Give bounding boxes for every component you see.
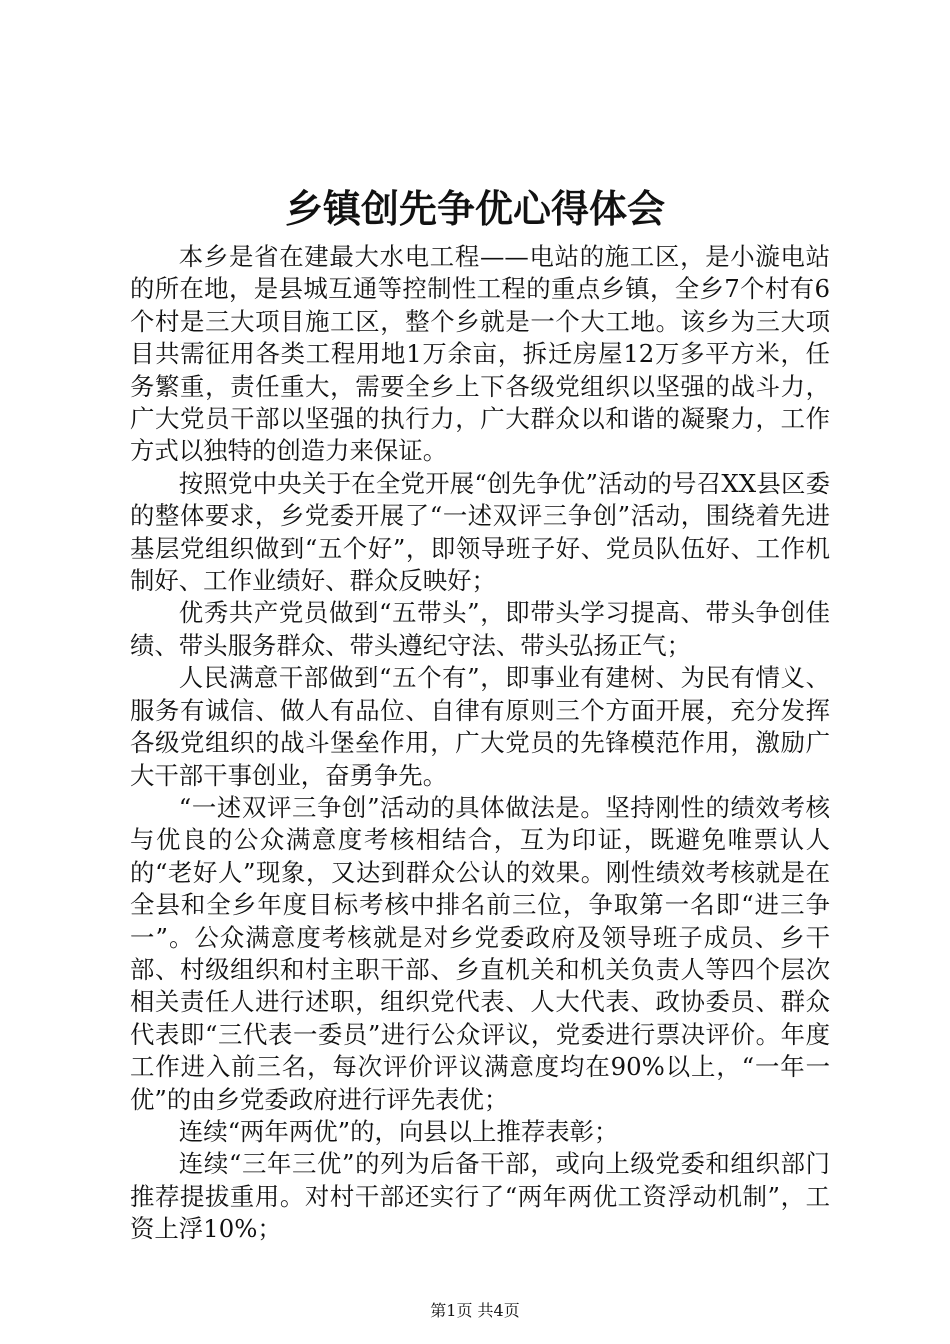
paragraph: 优秀共产党员做到“五带头”，即带头学习提高、带头争创佳绩、带头服务群众、带头遵纪守法、带头弘扬正气； bbox=[130, 598, 830, 660]
paragraph: 按照党中央关于在全党开展“创先争优”活动的号召XX县区委的整体要求，乡党委开展了“一述双评三争创”活动，围绕着先进基层党组织做到“五个好”，即领导班子好、党员队伍好、工作机制好、工作业绩好、群众反映好； bbox=[130, 468, 830, 596]
paragraph: 本乡是省在建最大水电工程——电站的施工区，是小漩电站的所在地，是县城互通等控制性工程的重点乡镇，全乡7个村有6个村是三大项目施工区，整个乡就是一个大工地。该乡为三大项目共需征用各类工程用地1万余亩，拆迁房屋12万多平方米，任务繁重，责任重大，需要全乡上下各级党组织以坚强的战斗力，广大党员干部以坚强的执行力，广大群众以和谐的凝聚力，工作方式以独特的创造力来保证。 bbox=[130, 242, 830, 466]
paragraph: 连续“三年三优”的列为后备干部，或向上级党委和组织部门推荐提拔重用。对村干部还实行了“两年两优工资浮动机制”，工资上浮10%； bbox=[130, 1149, 830, 1244]
paragraph: 连续“两年两优”的，向县以上推荐表彰； bbox=[178, 1116, 619, 1146]
paragraph: “一述双评三争创”活动的具体做法是。坚持刚性的绩效考核与优良的公众满意度考核相结合，互为印证，既避免唯票认人的“老好人”现象，又达到群众公认的效果。刚性绩效考核就是在全县和全乡年度目标考核中排名前三位，争取第一名即“进三争一”。公众满意度考核就是对乡党委政府及领导班子成员、乡干部、村级组织和村主职干部、乡直机关和机关负责人等四个层次相关责任人进行述职，组织党代表、人大代表、政协委员、群众代表即“三代表一委员”进行公众评议，党委进行票决评价。年度工作进入前三名，每次评价评议满意度均在90%以上，“一年一优”的由乡党委政府进行评先表优； bbox=[130, 792, 830, 1114]
paragraph: 人民满意干部做到“五个有”，即事业有建树、为民有情义、服务有诚信、做人有品位、自律有原则三个方面开展，充分发挥各级党组织的战斗堡垒作用，广大党员的先锋模范作用，激励广大干部干事创业，奋勇争先。 bbox=[130, 663, 830, 790]
page-indicator: 第1页 共4页 bbox=[430, 1301, 520, 1320]
page-title: 乡镇创先争优心得体会 bbox=[284, 187, 665, 231]
document-body bbox=[130, 241, 830, 1246]
